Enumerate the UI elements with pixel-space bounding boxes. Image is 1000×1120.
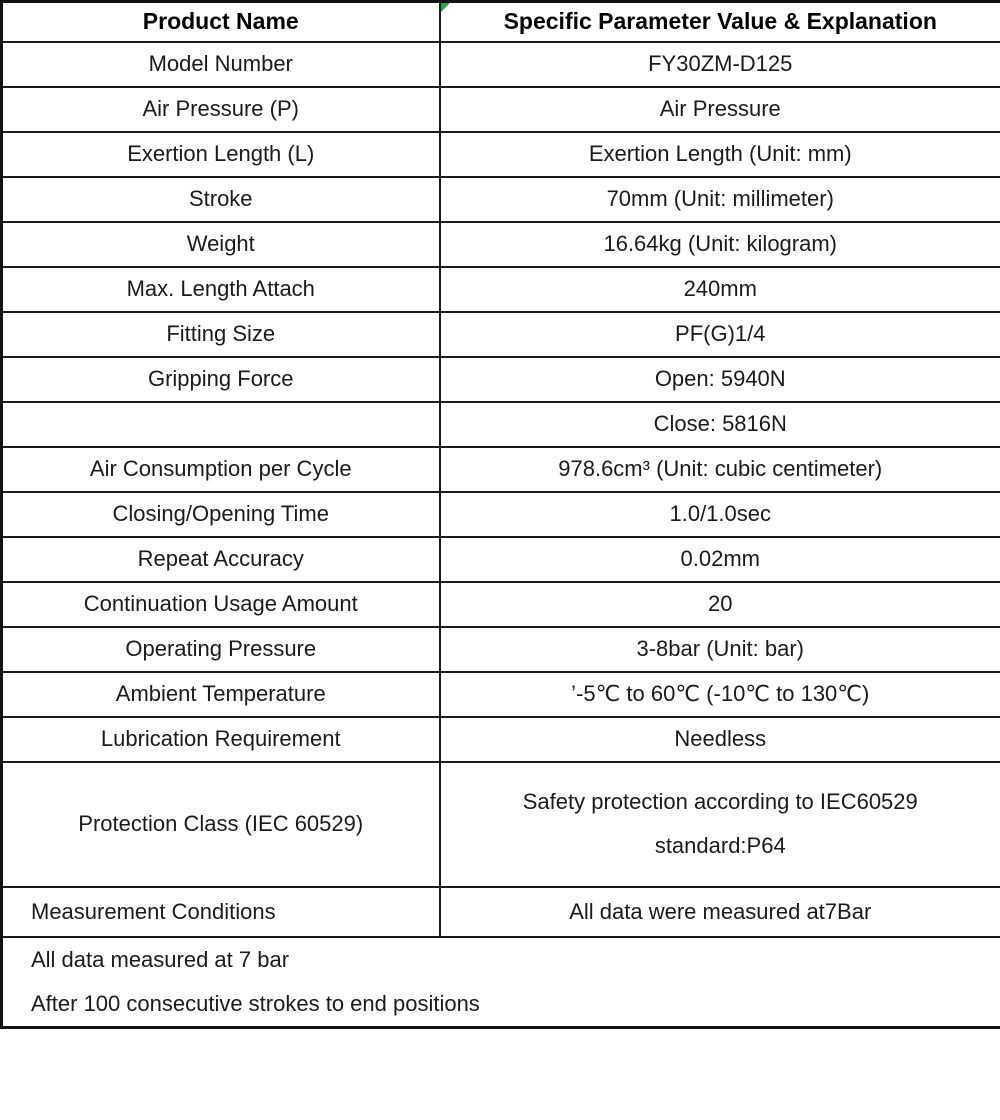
param-value-cell: 20 <box>440 582 1000 627</box>
param-value-cell <box>440 762 1000 887</box>
table-row-operating-pressure <box>2 627 1000 672</box>
table-row-air-consumption <box>2 447 1000 492</box>
table-row-measurement-conditions <box>2 887 1000 937</box>
param-name-cell: Fitting Size <box>2 312 440 357</box>
table-row-stroke <box>2 177 1000 222</box>
table-row-gripping-force-open <box>2 357 1000 402</box>
col-header-parameter-value-label: Specific Parameter Value & Explanation <box>503 8 937 35</box>
footer-note-line-2: After 100 consecutive strokes to end positions <box>31 990 480 1016</box>
table-row-exertion-length <box>2 132 1000 177</box>
table-row-closing-opening-time <box>2 492 1000 537</box>
table-row-continuation-usage <box>2 582 1000 627</box>
param-name-cell: Exertion Length (L) <box>2 132 440 177</box>
param-name-cell: Stroke <box>2 177 440 222</box>
header-row <box>2 2 1000 42</box>
param-value-cell: PF(G)1/4 <box>440 312 1000 357</box>
table-row-lubrication <box>2 717 1000 762</box>
table-row-fitting-size <box>2 312 1000 357</box>
table-row-weight <box>2 222 1000 267</box>
footer-note-cell <box>2 937 1000 1028</box>
param-value-cell: FY30ZM-D125 <box>440 42 1000 87</box>
param-name-cell: Air Pressure (P) <box>2 87 440 132</box>
param-value-cell: Exertion Length (Unit: mm) <box>440 132 1000 177</box>
footer-note-row <box>2 937 1000 1028</box>
table-row-max-length-attach <box>2 267 1000 312</box>
param-name-cell: Model Number <box>2 42 440 87</box>
param-value-cell: 240mm <box>440 267 1000 312</box>
param-name-cell: Max. Length Attach <box>2 267 440 312</box>
table-row-repeat-accuracy <box>2 537 1000 582</box>
param-name-cell: Measurement Conditions <box>2 887 440 937</box>
param-name-cell: Gripping Force <box>2 357 440 402</box>
param-name-cell: Continuation Usage Amount <box>2 582 440 627</box>
param-value-cell: 70mm (Unit: millimeter) <box>440 177 1000 222</box>
param-value-cell: 1.0/1.0sec <box>440 492 1000 537</box>
param-name-cell: Lubrication Requirement <box>2 717 440 762</box>
table-row-ambient-temperature <box>2 672 1000 717</box>
table-row-gripping-force-close <box>2 402 1000 447</box>
table-row-air-pressure <box>2 87 1000 132</box>
param-value-cell: All data were measured at7Bar <box>440 887 1000 937</box>
table-row-model-number <box>2 42 1000 87</box>
col-header-product-name: Product Name <box>2 2 440 42</box>
table-row-protection-class <box>2 762 1000 887</box>
param-name-cell: Protection Class (IEC 60529) <box>2 762 440 887</box>
param-value-cell: 0.02mm <box>440 537 1000 582</box>
param-value-cell: Air Pressure <box>440 87 1000 132</box>
param-name-cell: Closing/Opening Time <box>2 492 440 537</box>
param-name-cell: Air Consumption per Cycle <box>2 447 440 492</box>
cell-flag-triangle-icon <box>441 3 450 12</box>
param-value-cell: ’-5℃ to 60℃ (-10℃ to 130℃) <box>440 672 1000 717</box>
param-value-cell: 3-8bar (Unit: bar) <box>440 627 1000 672</box>
col-header-parameter-value <box>440 2 1000 42</box>
param-value-cell: 16.64kg (Unit: kilogram) <box>440 222 1000 267</box>
param-value-cell: Open: 5940N <box>440 357 1000 402</box>
param-name-cell: Weight <box>2 222 440 267</box>
param-value-cell: Close: 5816N <box>440 402 1000 447</box>
param-name-cell: Operating Pressure <box>2 627 440 672</box>
protection-value-line-2: standard:P64 <box>654 833 786 858</box>
param-value-cell: 978.6cm³ (Unit: cubic centimeter) <box>440 447 1000 492</box>
param-value-cell: Needless <box>440 717 1000 762</box>
param-name-cell: Repeat Accuracy <box>2 537 440 582</box>
param-name-cell-empty <box>2 402 440 447</box>
protection-value-line-1: Safety protection according to IEC60529 <box>522 789 918 814</box>
param-name-cell: Ambient Temperature <box>2 672 440 717</box>
footer-note-line-1: All data measured at 7 bar <box>31 946 290 972</box>
